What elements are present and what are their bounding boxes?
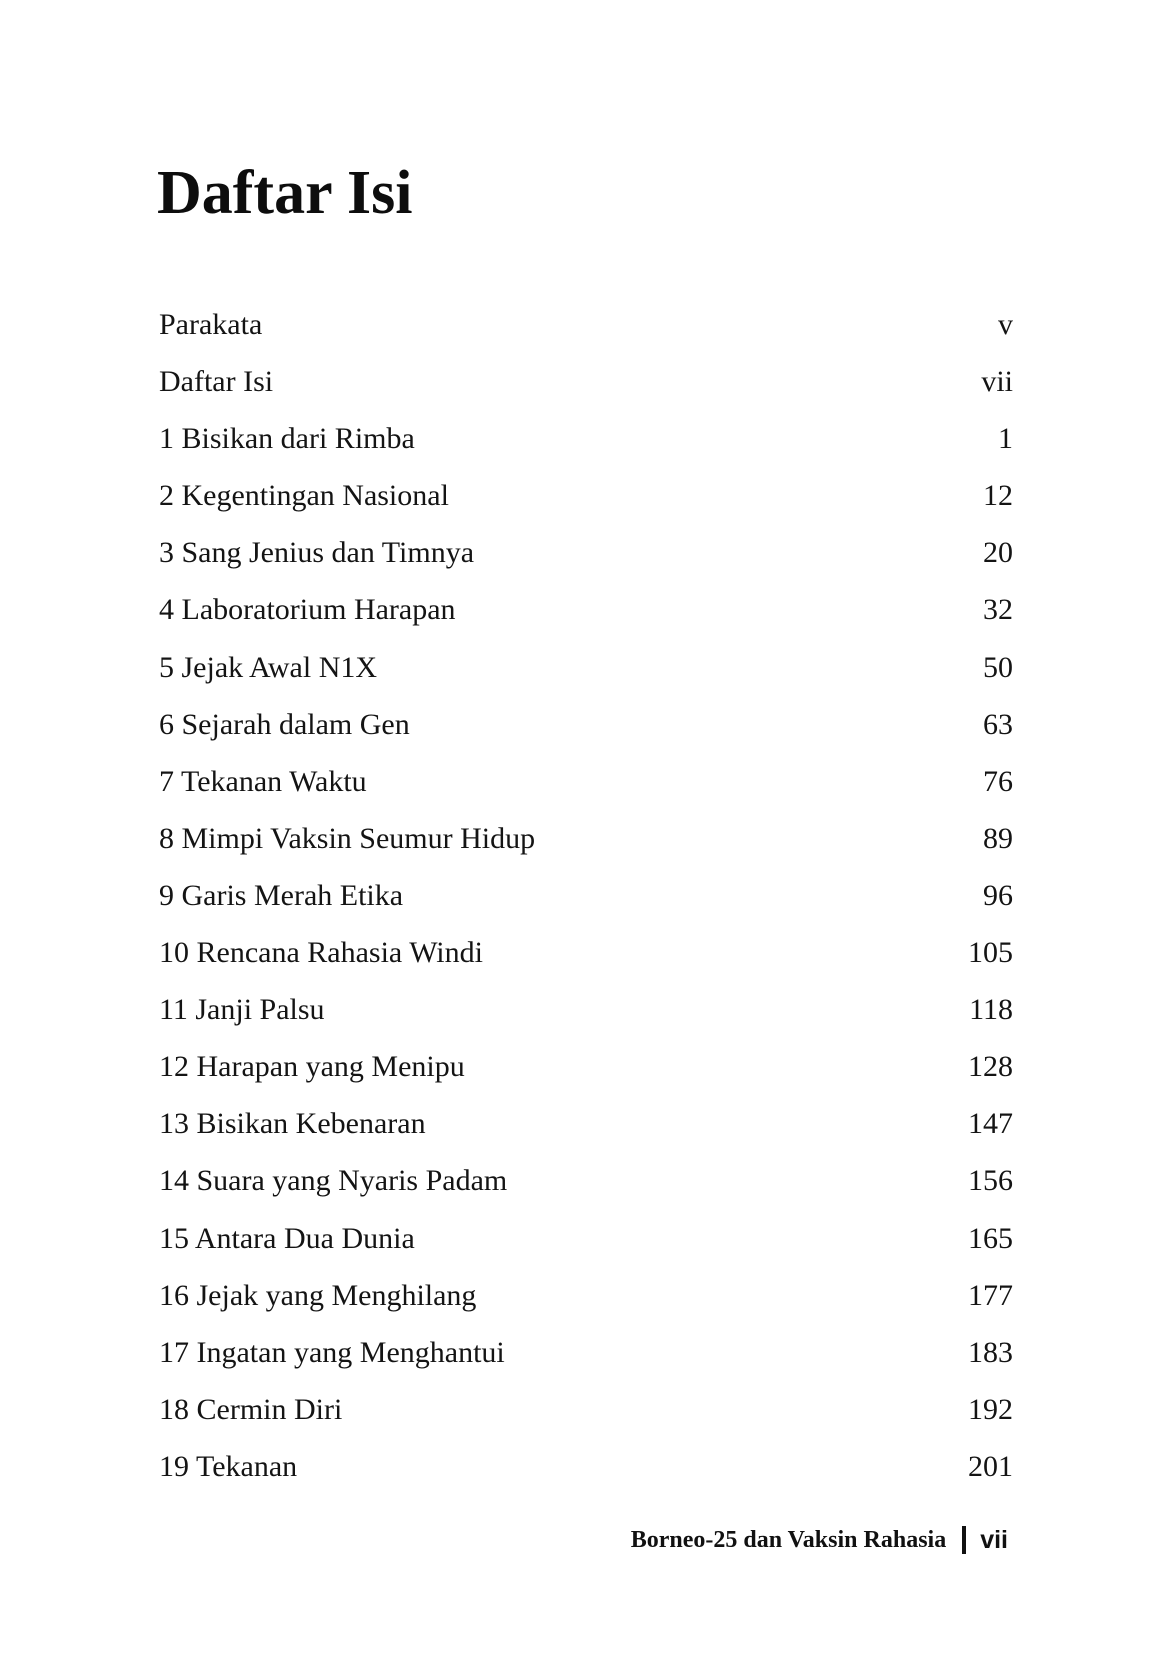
toc-entry-title: 4 Laboratorium Harapan [159, 593, 456, 627]
toc-entry-title: 9 Garis Merah Etika [159, 878, 404, 912]
page-title: Daftar Isi [157, 159, 413, 227]
footer-page-number: vii [980, 1526, 1008, 1554]
toc-entry[interactable] [159, 533, 1013, 590]
toc-entry-page: 177 [968, 1278, 1013, 1312]
toc-entry[interactable] [159, 933, 1013, 990]
toc-entry[interactable] [159, 590, 1013, 647]
toc-entry-page: v [998, 308, 1013, 341]
toc-entry-title: 8 Mimpi Vaksin Seumur Hidup [159, 821, 536, 855]
toc-entry-title: Daftar Isi [159, 365, 274, 399]
toc-entry[interactable] [159, 1219, 1013, 1276]
toc-entry-page: 89 [983, 821, 1013, 855]
toc-entry-page: 165 [968, 1221, 1013, 1255]
footer-separator [962, 1526, 966, 1554]
toc-entry-page: 147 [968, 1107, 1013, 1141]
toc-entry-page: 128 [968, 1050, 1013, 1084]
toc-entry[interactable] [159, 1390, 1013, 1447]
toc-entry-title: 18 Cermin Diri [159, 1392, 343, 1426]
toc-entry[interactable] [159, 305, 1013, 362]
toc-entry[interactable] [159, 705, 1013, 762]
toc-entry-title: 11 Janji Palsu [159, 993, 325, 1027]
toc-entry-page: 192 [968, 1392, 1013, 1426]
toc-entry-page: 96 [983, 878, 1013, 912]
toc-entry[interactable] [159, 1333, 1013, 1390]
toc-entry-page: 32 [983, 593, 1013, 627]
toc-entry-page: 76 [983, 764, 1013, 798]
toc-entry-title: 2 Kegentingan Nasional [159, 479, 449, 513]
toc-entry[interactable] [159, 419, 1013, 476]
toc-entry-title: Parakata [159, 308, 263, 341]
toc-entry[interactable] [159, 819, 1013, 876]
toc-entry[interactable] [159, 362, 1013, 419]
toc-entry[interactable] [159, 762, 1013, 819]
toc-entry-title: 15 Antara Dua Dunia [159, 1221, 415, 1255]
toc-entry-title: 1 Bisikan dari Rimba [159, 422, 415, 456]
toc-entry-page: 201 [968, 1449, 1013, 1483]
page-footer [631, 1525, 1008, 1555]
toc-entry-title: 13 Bisikan Kebenaran [159, 1107, 426, 1141]
toc-entry-page: 183 [968, 1335, 1013, 1369]
toc-entry[interactable] [159, 1447, 1013, 1504]
toc-entry-title: 12 Harapan yang Menipu [159, 1050, 465, 1084]
toc-entry-title: 7 Tekanan Waktu [159, 764, 367, 798]
toc-entry-title: 16 Jejak yang Menghilang [159, 1278, 477, 1312]
footer-book-title: Borneo-25 dan Vaksin Rahasia [630, 1527, 947, 1553]
toc-entry-page: 1 [998, 422, 1013, 456]
toc-entry[interactable] [159, 1047, 1013, 1104]
toc-entry-title: 17 Ingatan yang Menghantui [159, 1335, 505, 1369]
toc-entry[interactable] [159, 648, 1013, 705]
toc-entry-page: 156 [968, 1164, 1013, 1198]
toc-entry[interactable] [159, 476, 1013, 533]
toc-entry-title: 3 Sang Jenius dan Timnya [159, 536, 475, 570]
toc-entry-title: 6 Sejarah dalam Gen [159, 707, 410, 741]
toc-entry-page: 105 [968, 936, 1013, 970]
toc-entry-page: 118 [969, 993, 1013, 1027]
toc-entry-page: 12 [983, 479, 1013, 513]
toc-entry-title: 10 Rencana Rahasia Windi [159, 936, 483, 970]
toc-entry[interactable] [159, 990, 1013, 1047]
toc-entry[interactable] [159, 1104, 1013, 1161]
toc-entry-title: 19 Tekanan [159, 1449, 298, 1483]
toc-entry-page: 63 [983, 707, 1013, 741]
toc-entry[interactable] [159, 1161, 1013, 1218]
table-of-contents [159, 305, 1013, 1504]
toc-entry[interactable] [159, 876, 1013, 933]
toc-entry-title: 5 Jejak Awal N1X [159, 650, 378, 684]
toc-entry-page: vii [981, 365, 1013, 399]
toc-entry[interactable] [159, 1276, 1013, 1333]
toc-entry-title: 14 Suara yang Nyaris Padam [159, 1164, 508, 1198]
toc-entry-page: 20 [983, 536, 1013, 570]
toc-entry-page: 50 [983, 650, 1013, 684]
